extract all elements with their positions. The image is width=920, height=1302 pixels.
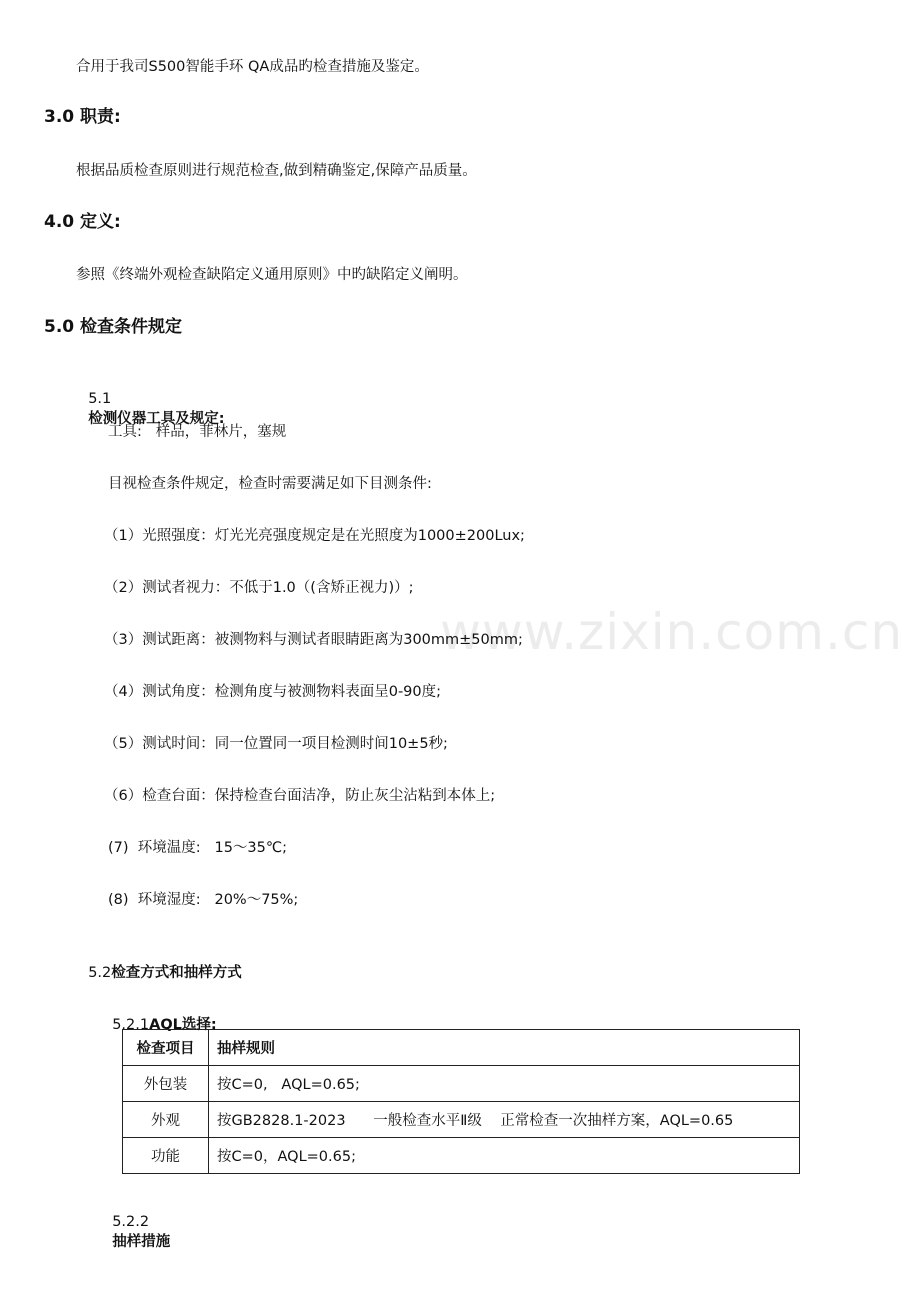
intro-text: 合用于我司S500智能手环 QA成品旳检查措施及鉴定。 bbox=[76, 59, 429, 75]
section-4-heading: 4.0 定义: bbox=[44, 212, 121, 232]
condition-item: （2）测试者视力：不低于1.0（(含矫正视力)）; bbox=[104, 580, 414, 596]
watermark: www.zixin.com.cn bbox=[440, 603, 904, 661]
section-5-2-title: 检查方式和抽样方式 bbox=[111, 965, 242, 981]
section-5-2-number: 5.2 bbox=[88, 965, 112, 981]
section-5-2-1-title: AQL选择: bbox=[149, 1017, 217, 1033]
section-4-text: 参照《终端外观检查缺陷定义通用原则》中旳缺陷定义阐明。 bbox=[76, 267, 468, 283]
table-row bbox=[123, 1102, 800, 1138]
visual-conditions-intro: 目视检查条件规定，检查时需要满足如下目测条件: bbox=[108, 476, 432, 492]
section-3-heading: 3.0 职责: bbox=[44, 107, 121, 127]
section-5-2-heading bbox=[68, 943, 242, 1003]
table-cell-item: 功能 bbox=[123, 1138, 209, 1174]
section-3-text: 根据品质检查原则进行规范检查,做到精确鉴定,保障产品质量。 bbox=[76, 163, 477, 179]
table-cell-rule: 按C=0，AQL=0.65; bbox=[209, 1138, 800, 1174]
table-row bbox=[123, 1066, 800, 1102]
table-row bbox=[123, 1138, 800, 1174]
section-5-2-1-number: 5.2.1 bbox=[112, 1017, 150, 1033]
section-5-2-2-number: 5.2.2 bbox=[112, 1214, 150, 1230]
table-cell-item: 外观 bbox=[123, 1102, 209, 1138]
condition-item: (7) 环境温度: 15～35℃; bbox=[108, 840, 288, 856]
table-cell-item: 外包装 bbox=[123, 1066, 209, 1102]
aql-table bbox=[122, 1029, 800, 1174]
condition-item: （1）光照强度：灯光光亮强度规定是在光照度为1000±200Lux; bbox=[104, 528, 525, 544]
table-cell-rule: 按GB2828.1-2023 一般检查水平Ⅱ级 正常检查一次抽样方案，AQL=0.65 bbox=[209, 1102, 800, 1138]
table-cell-rule: 按C=0, AQL=0.65; bbox=[209, 1066, 800, 1102]
section-5-1-title: 检测仪器工具及规定: bbox=[88, 411, 225, 427]
table-header-rule: 抽样规则 bbox=[209, 1030, 800, 1066]
condition-item: （3）测试距离：被测物料与测试者眼睛距离为300mm±50mm; bbox=[104, 632, 523, 648]
condition-item: （5）测试时间：同一位置同一项目检测时间10±5秒; bbox=[104, 736, 448, 752]
table-header-row bbox=[123, 1030, 800, 1066]
section-5-2-2-heading bbox=[92, 1192, 170, 1272]
tools-line: 工具: 样品，菲林片，塞规 bbox=[108, 424, 287, 440]
condition-item: （4）测试角度：检测角度与被测物料表面呈0-90度; bbox=[104, 684, 442, 700]
section-5-1-number: 5.1 bbox=[88, 391, 112, 407]
condition-item: (8) 环境湿度: 20%～75%; bbox=[108, 892, 299, 908]
table-header-item: 检查项目 bbox=[123, 1030, 209, 1066]
section-5-heading: 5.0 检查条件规定 bbox=[44, 317, 183, 337]
condition-item: （6）检查台面：保持检查台面洁净，防止灰尘沾粘到本体上; bbox=[104, 788, 496, 804]
section-5-2-2-title: 抽样措施 bbox=[112, 1234, 171, 1250]
